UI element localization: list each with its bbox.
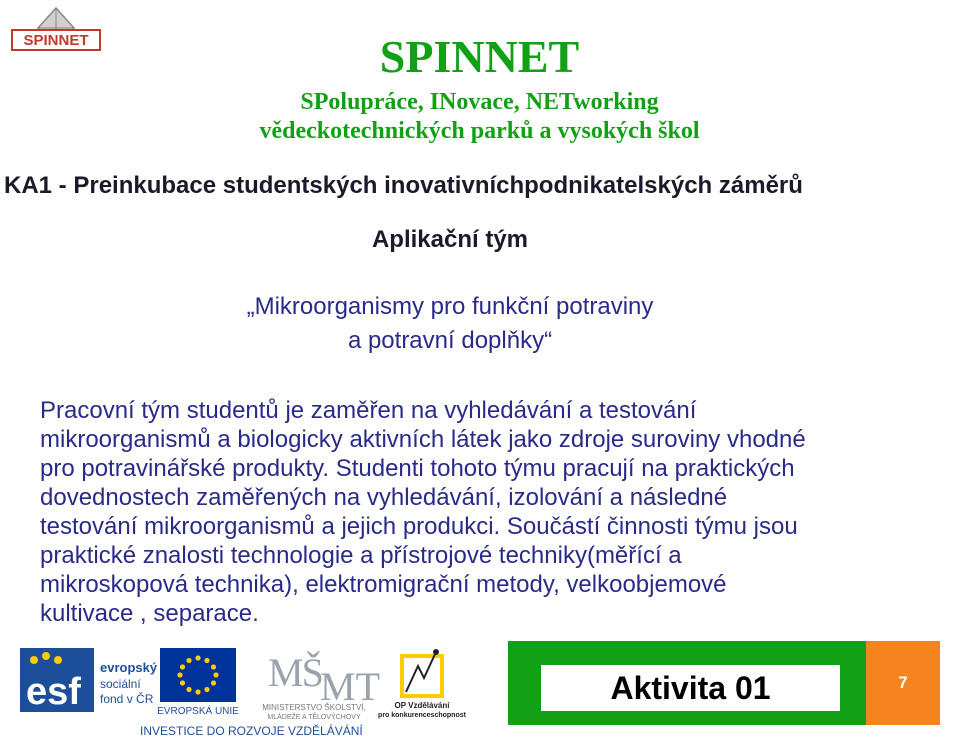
description-line: kultivace , separace. — [40, 600, 259, 627]
esf-text-line-2: sociální — [100, 677, 141, 691]
esf-logo-icon — [20, 648, 94, 713]
esf-text-line-1: evropský — [100, 660, 158, 675]
team-heading: Aplikační tým — [371, 226, 529, 253]
description-line: testování mikroorganismů a jejich produkci. Součástí činnosti týmu jsou — [40, 513, 798, 540]
op-vk-logo-icon — [402, 649, 442, 696]
ka1-heading: KA1 - Preinkubace studentských inovativníchpodnikatelských záměrů — [4, 172, 803, 199]
svg-text:esf: esf — [26, 671, 81, 713]
description-line: dovednostech zaměřených na vyhledávání, izolování a následné — [40, 484, 728, 511]
topic-line-1: „Mikroorganismy pro funkční potraviny — [246, 293, 654, 320]
svg-text:MT: MT — [320, 664, 380, 709]
description-line: pro potravinářské produkty. Studenti tohoto týmu pracují na praktických — [40, 455, 795, 482]
msmt-logo-icon — [268, 650, 380, 709]
activity-label: Aktivita 01 — [541, 665, 840, 711]
page-title: SPINNET — [379, 31, 580, 82]
op-text-line-2: pro konkurenceschopnost — [378, 712, 466, 719]
logo-text: SPINNET — [23, 32, 89, 49]
description-line: praktické znalosti technologie a přístrojové techniky(měřící a — [40, 542, 682, 569]
description-paragraph — [40, 396, 955, 628]
page-number: 7 — [866, 641, 940, 725]
svg-text:MŠ: MŠ — [268, 650, 322, 695]
description-line: Pracovní tým studentů je zaměřen na vyhledávání a testování — [40, 397, 697, 424]
msmt-text-line-2: MLÁDEŽE A TĚLOVÝCHOVY — [267, 714, 361, 721]
investice-text: INVESTICE DO ROZVOJE VZDĚLÁVÁNÍ — [140, 724, 363, 738]
topic-line-2: a potravní doplňky“ — [347, 327, 553, 354]
eu-label: EVROPSKÁ UNIE — [157, 706, 239, 717]
description-line: mikroorganismů a biologicky aktivních látek jako zdroje suroviny vhodné — [40, 426, 806, 453]
msmt-text-line-1: MINISTERSTVO ŠKOLSTVÍ, — [262, 703, 366, 712]
subtitle-line-1: SPolupráce, INovace, NETworking — [300, 89, 659, 115]
esf-text-line-3: fond v ČR — [100, 692, 154, 706]
op-text-line-1: OP Vzdělávání — [394, 701, 450, 710]
description-line: mikroskopová technika), elektromigrační metody, velkoobjemové — [40, 571, 727, 598]
subtitle-line-2: vědeckotechnických parků a vysokých škol — [259, 118, 700, 144]
footer-logos — [20, 644, 470, 738]
eu-flag-icon — [160, 648, 236, 702]
